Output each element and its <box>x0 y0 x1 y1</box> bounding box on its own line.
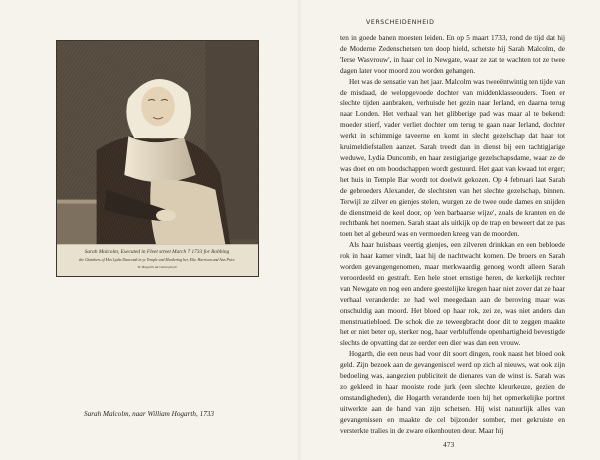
image-caption: Sarah Malcolm, naar William Hogarth, 1733 <box>84 410 214 418</box>
engraving-inscription-line1: Sarah Malcolm, Executed in Fleet street March 7 1733 for Robbing <box>84 249 230 256</box>
running-head: VERSCHEIDENHEID <box>366 19 435 26</box>
paragraph: Als haar huisbaas veertig gienjes, een zilveren drinkkan en een bebloede rok in haar kamer vindt, laat hij de nachtwacht komen. De broers en Sarah worden gevangengenomen, maar merkwaardig genoeg wordt alleen Sarah veroordeeld en gestraft. Een hele stoet ernstige heren, de kerkelijk rechter van Newgate en nog een andere geestelijke kregen haar niet zover dat ze haar verhaal veranderde: ze had wel meegedaan aan de beroving maar was onschuldig aan moord. Het bloed op haar rok, zei ze, was niet anders dan menstruatiebloed. De schok die ze teweegbracht door dit te zeggen maakte het er niet beter op, sterker nog, haar verbluffende openhartigheid bevestigde slechts de opvatting dat ze eerder een dier was dan een vrouw. <box>340 241 565 348</box>
engraving-plate-image <box>56 40 259 277</box>
engraving-inscription-line3: W. Hogarth ad vivum pinxit <box>137 265 177 270</box>
paragraph: Het was de sensatie van het jaar. Malcolm was tweeëntwintig ten tijde van de misdaad, de welopgevoede dochter van middenklasseouders. Toen er slechte tijden aanbraken, verhuisde het gezin naar Ierland, en daarna terug naar Londen. Het verhaal van het glibberige pad was maar al te bekend: moeder stierf, vader verliet dochter om terug te gaan naar Ierland, dochter werkt in schimmige taveerne en komt in slecht gezelschap dat haar tot kruimeldiefstallen aanzet. Sarah treedt dan in dienst bij een tachtigjarige weduwe, Lydia Duncomb, en haar zestigjarige gezelschapsdame, waar ze de was doet en om boodschappen wordt gestuurd. Het gaat van kwaad tot erger; het huis in Temple Bar wordt tot doelwit gekozen. Op 4 februari laat Sarah de gebroeders Alexander, de slechtsten van het slechte gezelschap, binnen. Terwijl ze zilver en gienjes stelen, wurgen ze de twee oude dames en snijden de dienstmeid de keel door, op 'een barbaarse wijze', zoals de kranten en de rechtbank het noemen. Sarah staat als uitkijk op de trap en beweert dat ze pas toen het al gebeurd was en vermoeden kreeg van de moorden. <box>340 77 565 239</box>
engraving-inscription-line2: the Chambers of Mrs Lydia Duncomb in ye Temple and Murdering her, Eliz. Harrison and Ann Price <box>79 258 235 263</box>
paragraph: Hogarth, die een neus had voor dit soort dingen, rook naast het bloed ook geld. Zijn bezoek aan de gevangeniscel werd op zich al nieuws, wat ook zijn bedoeling was, aangezien publiciteit de dienares van de winst is. Sarah was zo gekleed in haar mooiste rode jurk (een slechte kleurkeuze, gezien de omstandigheden), die Hogarth veranderde toen hij het opmerkelijke portret uitwerkte aan de hand van zijn schetsen. Hij wist natuurlijk alles van gevangenissen en maakte de cel bijzonder somber, met gekruiste en versterkte tralies in de zware eikenhouten deur. Maar hij <box>340 350 565 435</box>
page-number: 473 <box>443 440 455 449</box>
body-text <box>340 33 565 435</box>
book-gutter <box>298 0 302 460</box>
paragraph: ten in goede banen moesten leiden. En op 5 maart 1733, rond de tijd dat hij de Moderne Zedenschetsen ten doop hield, schetste hij Sarah Malcolm, de 'Ierse Wasvrouw', in haar cel in Newgate, waar ze zat te wachten tot ze twee dagen later voor moord zou worden gehangen. <box>340 34 565 75</box>
